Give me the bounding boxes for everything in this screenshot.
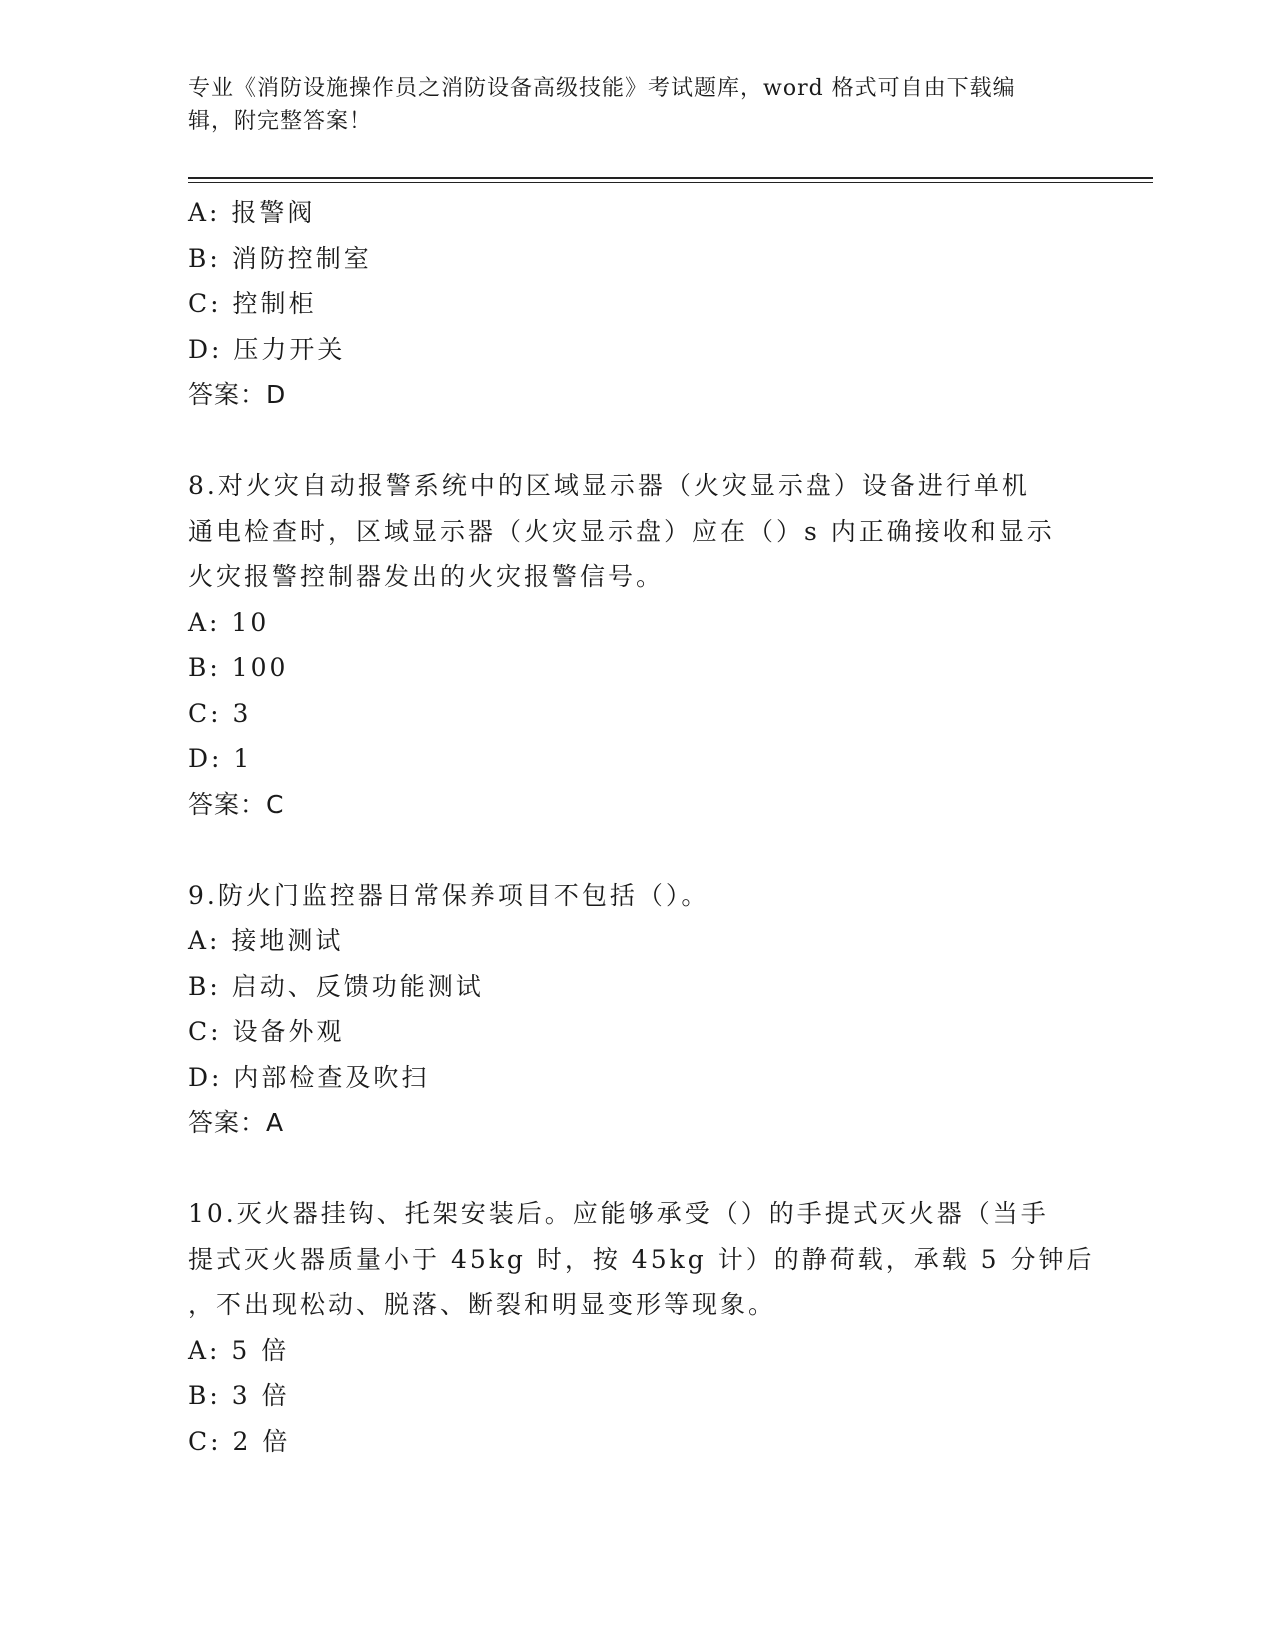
option-b: B: 100 xyxy=(188,653,289,682)
option-d: D: 内部检查及吹扫 xyxy=(188,1062,430,1092)
option-c: C: 2 倍 xyxy=(188,1426,291,1456)
answer: 答案：C xyxy=(188,789,285,819)
question-stem: 10.灭火器挂钩、托架安装后。应能够承受（）的手提式灭火器（当手 xyxy=(188,1199,1049,1228)
question-8 xyxy=(188,463,1088,827)
question-stem: 火灾报警控制器发出的火灾报警信号。 xyxy=(188,562,665,591)
option-a: A: 10 xyxy=(188,607,270,637)
header-divider-thin xyxy=(188,182,1153,183)
question-stem: 提式灭火器质量小于 45kg 时，按 45kg 计）的静荷载，承载 5 分钟后 xyxy=(188,1244,1095,1274)
answer: 答案：D xyxy=(188,380,287,409)
question-stem: 8.对火灾自动报警系统中的区域显示器（火灾显示盘）设备进行单机 xyxy=(188,471,1030,500)
option-d: D: 压力开关 xyxy=(188,334,346,364)
option-b: B: 消防控制室 xyxy=(188,243,372,273)
option-c: C: 控制柜 xyxy=(188,289,317,318)
option-c: C: 设备外观 xyxy=(188,1017,345,1046)
question-stem: 9.防火门监控器日常保养项目不包括（）。 xyxy=(188,880,710,910)
option-b: B: 3 倍 xyxy=(188,1381,290,1410)
document-header: 专业《消防设施操作员之消防设备高级技能》考试题库，word 格式可自由下载编 辑，附完整答案！ xyxy=(188,76,1016,134)
question-9 xyxy=(188,873,1088,1146)
answer: 答案：A xyxy=(188,1108,285,1137)
header-divider xyxy=(188,177,1153,179)
option-a: A: 报警阀 xyxy=(188,198,316,227)
option-b: B: 启动、反馈功能测试 xyxy=(188,971,484,1001)
question-list xyxy=(188,190,1095,1464)
question-10 xyxy=(188,1191,1095,1464)
question-stem: 通电检查时，区域显示器（火灾显示盘）应在（）s 内正确接收和显示 xyxy=(188,516,1055,546)
option-a: A: 5 倍 xyxy=(188,1335,290,1365)
option-d: D: 1 xyxy=(188,744,253,773)
option-a: A: 接地测试 xyxy=(188,926,344,955)
question-7 xyxy=(188,190,1088,418)
question-stem: ，不出现松动、脱落、断裂和明显变形等现象。 xyxy=(188,1290,777,1319)
option-c: C: 3 xyxy=(188,698,252,728)
